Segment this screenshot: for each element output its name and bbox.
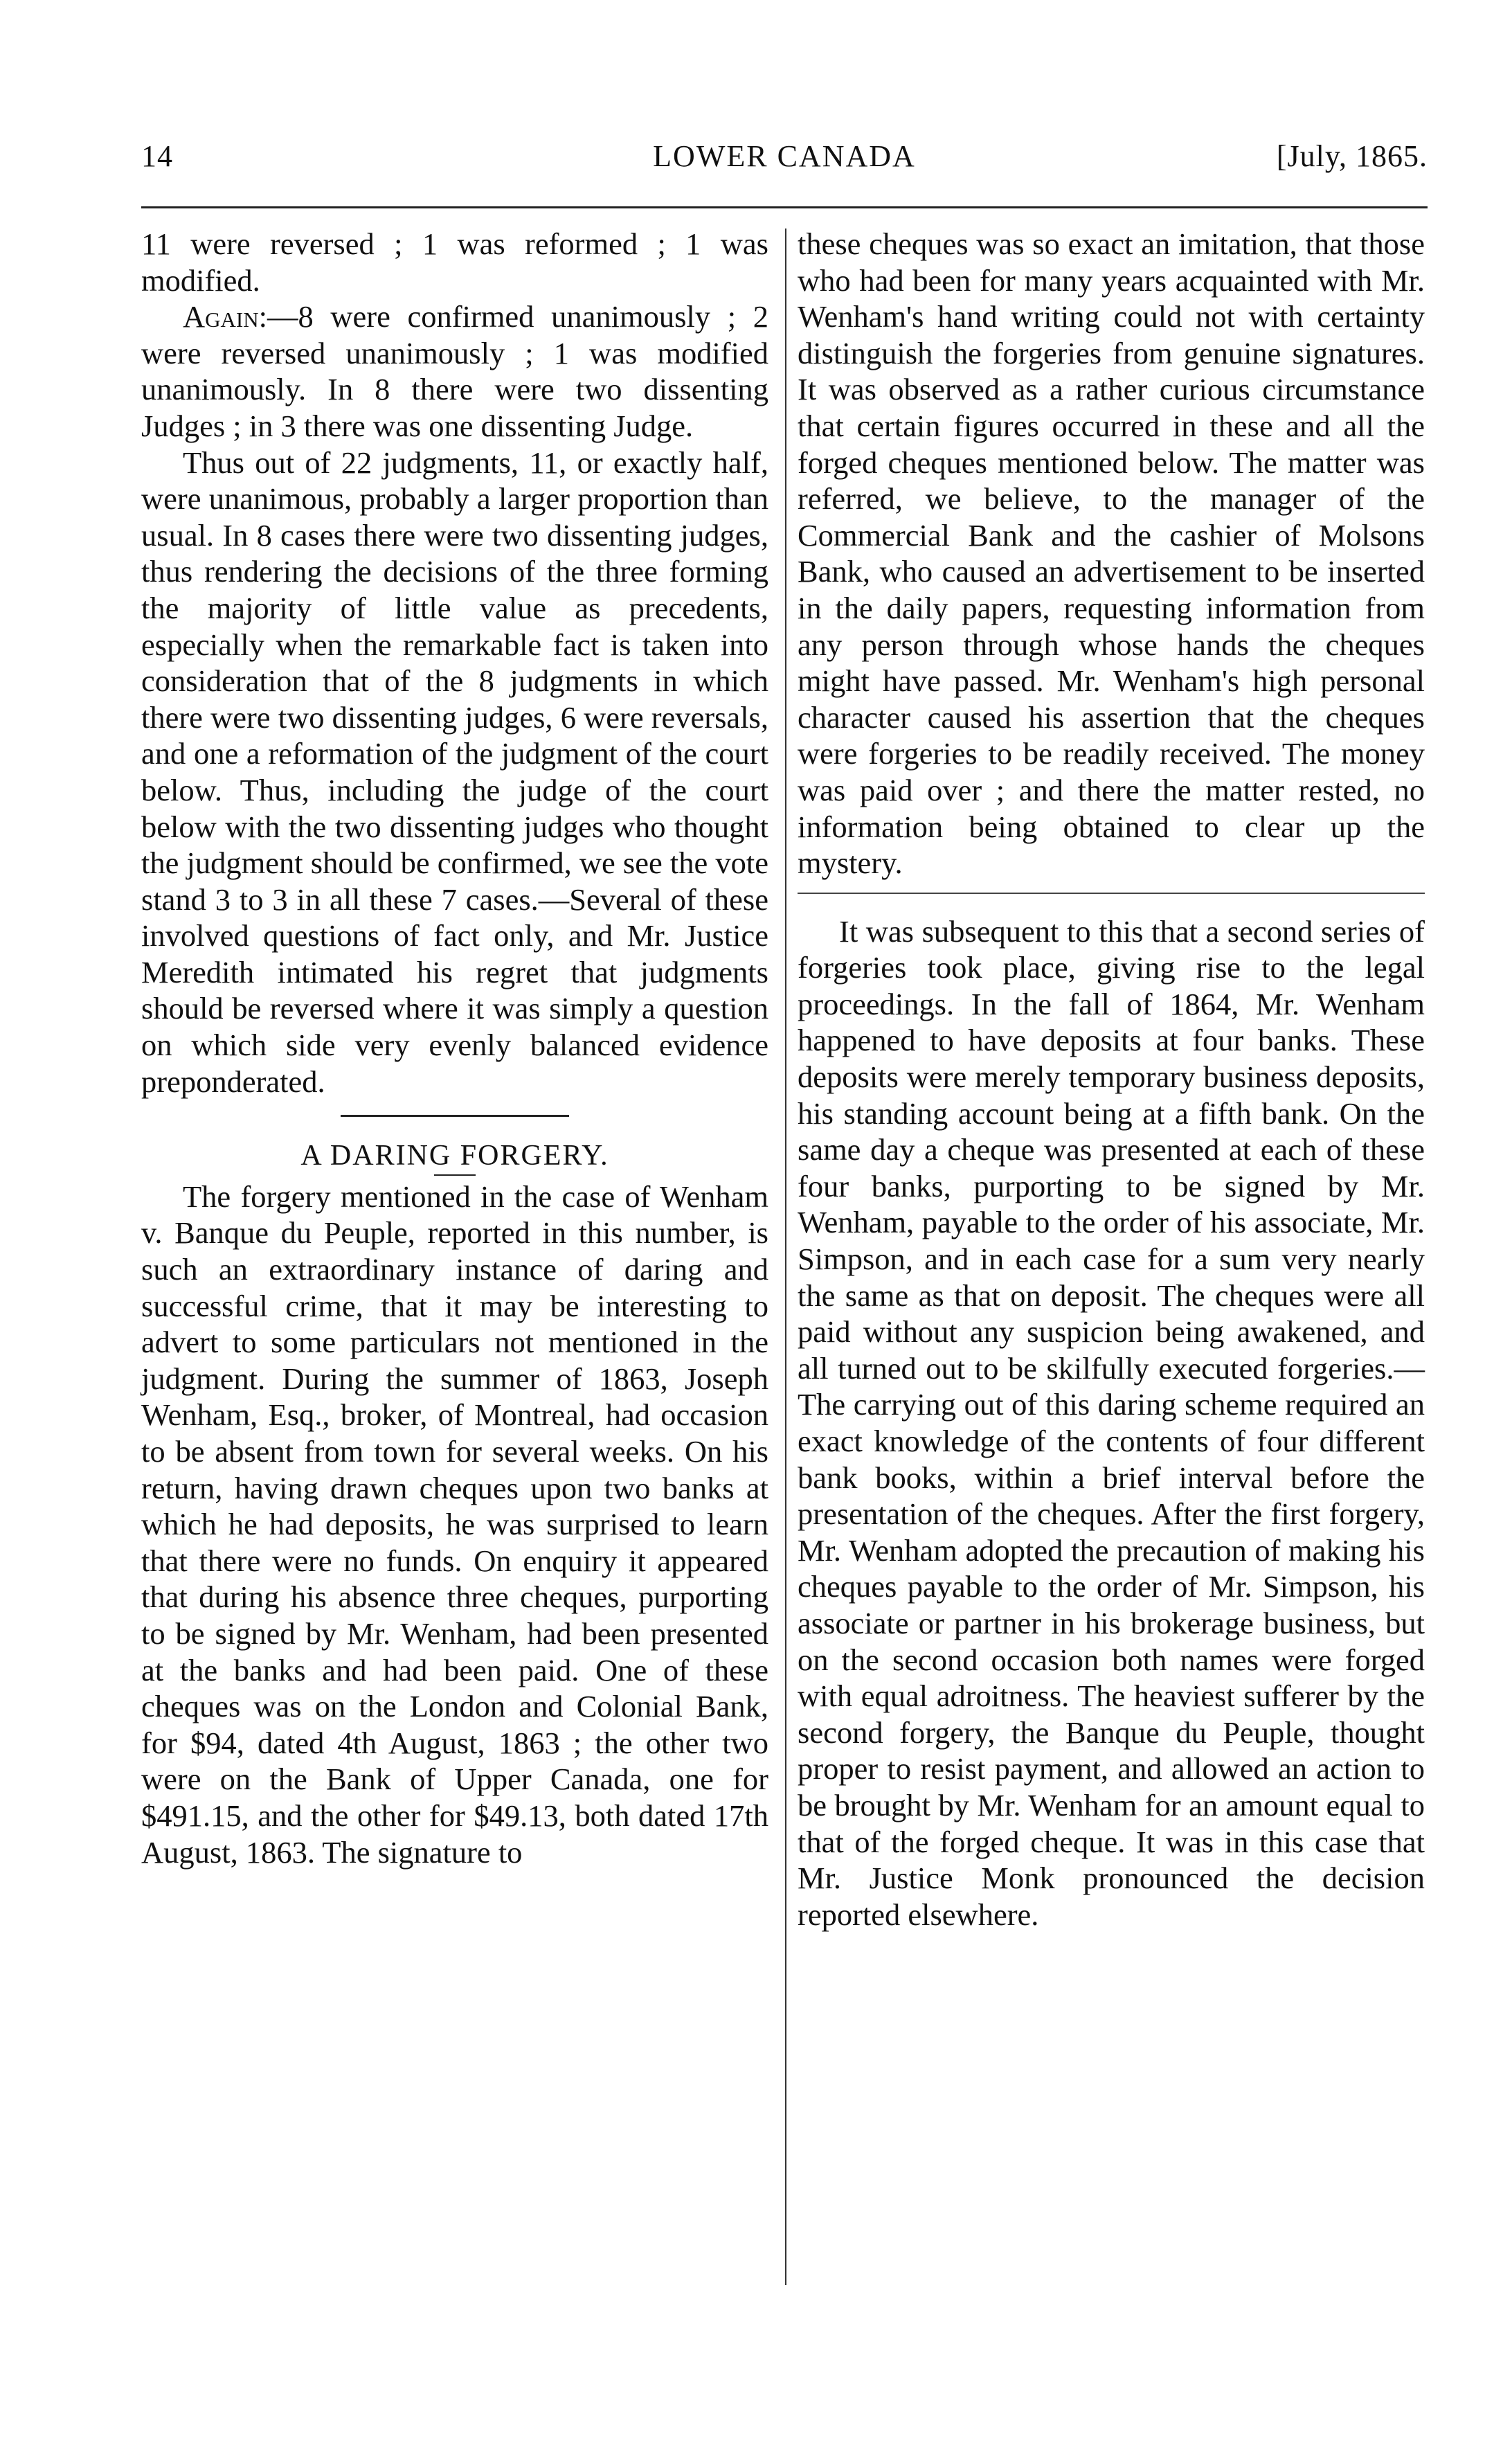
left-paragraph-4: The forgery mentioned in the case of Wenham v. Banque du Peuple, reported in this number, is such an extraordinary instance of daring and successful crime, that it may be interesting to advert to some particulars not mentioned in the judgment. During the summer of 1863, Joseph Wenham, Esq., broker, of Montreal, had occasion to be absent from town for several weeks. On his return, having drawn cheques upon two banks at which he had deposits, he was surprised to learn that there were no funds. On enquiry it appeared that during his absence three cheques, purporting to be signed by Mr. Wenham, had been presented at the banks and had been paid. One of these cheques was on the London and Colonial Bank, for $94, dated 4th August, 1863 ; the other two were on the Bank of Upper Canada, one for $491.15, and the other for $49.13, both dated 17th August, 1863. The signature to: [141, 1179, 768, 1870]
left-paragraph-2: [141, 298, 768, 444]
again-lead-word: Again: [183, 299, 259, 334]
left-paragraph-1: 11 were reversed ; 1 was reformed ; 1 was modified.: [141, 226, 768, 298]
paragraph-break-rule: [798, 893, 1425, 894]
issue-date: [July, 1865.: [1276, 139, 1428, 173]
running-head: [141, 138, 1428, 187]
right-paragraph-2: It was subsequent to this that a second series of forgeries took place, giving rise to the legal proceedings. In the fall of 1864, Mr. Wenham happened to have deposits at four banks. These deposits were merely temporary business deposits, his standing account being at a fifth bank. On the same day a cheque was presented at each of these four banks, purporting to be signed by Mr. Wenham, payable to the order of his associate, Mr. Simpson, and in each case for a sum very nearly the same as that on deposit. The cheques were all paid without any suspicion being awakened, and all turned out to be skilfully executed forgeries.—The carrying out of this daring scheme required an exact knowledge of the contents of four different bank books, within a brief interval before the presentation of the cheques. After the first forgery, Mr. Wenham adopted the precaution of making his cheques payable to the order of Mr. Simpson, his associate or partner in his brokerage business, but on the second occasion both names were forged with equal adroitness. The heaviest sufferer by the second forgery, the Banque du Peuple, thought proper to resist payment, and allowed an action to be brought by Mr. Wenham for an amount equal to that of the forged cheque. It was in this case that Mr. Justice Monk pronounced the decision reported elsewhere.: [798, 913, 1425, 1932]
heading-underline: [434, 1174, 476, 1176]
left-column: [141, 226, 768, 1870]
left-paragraph-2-text: :—8 were confirmed unanimously ; 2 were reversed unanimously ; 1 was modified unanimously. In 8 there were two dissenting Judges ; in 3 there was one dissenting Judge.: [141, 299, 768, 443]
right-column: [798, 226, 1425, 1933]
left-paragraph-3: Thus out of 22 judgments, 11, or exactly half, were unanimous, probably a larger proportion than usual. In 8 cases there were two dissenting judges, thus rendering the decisions of the three forming the majority of little value as precedents, especially when the remarkable fact is taken into consideration that of the 8 judgments in which there were two dissenting judges, 6 were reversals, and one a reformation of the judgment of the court below. Thus, including the judge of the court below with the two dissenting judges who thought the judgment should be confirmed, we see the vote stand 3 to 3 in all these 7 cases.—Several of these involved questions of fact only, and Mr. Justice Meredith intimated his regret that judgments should be reversed where it was simply a question on which side very evenly balanced evidence preponderated.: [141, 445, 768, 1099]
running-title: LOWER CANADA: [653, 139, 916, 173]
page-number: 14: [141, 139, 173, 173]
section-heading: A DARING FORGERY.: [300, 1140, 609, 1172]
right-paragraph-1: these cheques was so exact an imitation, that those who had been for many years acquainted with Mr. Wenham's hand writing could not with certainty distinguish the forgeries from genuine signatures. It was observed as a rather curious circumstance that certain figures occurred in these and all the forged cheques mentioned below. The matter was referred, we believe, to the manager of the Commercial Bank and the cashier of Molsons Bank, who caused an advertisement to be inserted in the daily papers, requesting information from any person through whose hands the cheques might have passed. Mr. Wenham's high personal character caused his assertion that the cheques were forgeries to be readily received. The money was paid over ; and there the matter rested, no information being obtained to clear up the mystery.: [798, 226, 1425, 881]
header-rule: [141, 206, 1428, 208]
column-divider: [785, 229, 786, 2285]
section-separator-rule: [341, 1115, 569, 1117]
